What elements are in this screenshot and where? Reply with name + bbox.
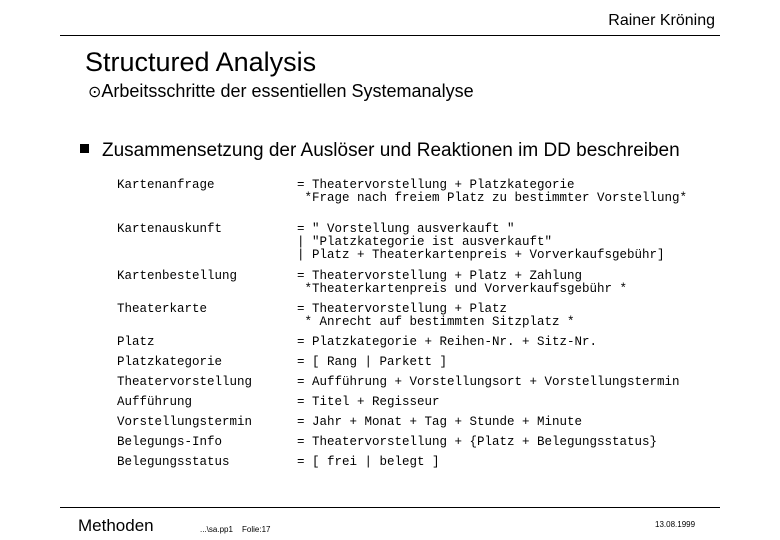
author-name: Rainer Kröning (608, 12, 715, 29)
dd-term: Vorstellungstermin (117, 415, 253, 429)
dd-definition: = Aufführung + Vorstellungsort + Vorstellungstermin (297, 375, 680, 389)
dd-definition: = [ Rang | Parkett ] (297, 355, 448, 369)
slide-title: Structured Analysis (85, 47, 317, 77)
dd-definition: = Theatervorstellung + Platz + Zahlung *Theaterkartenpreis und Vorverkaufsgebühr * (297, 269, 628, 296)
dd-term: Kartenbestellung (117, 269, 238, 283)
heading-text: Zusammensetzung der Auslöser und Reaktionen im DD beschreiben (102, 140, 680, 161)
footer-rule (60, 507, 720, 508)
footer-course: Methoden (78, 516, 154, 535)
dd-term: Aufführung (117, 395, 193, 409)
dd-definition: = Theatervorstellung + {Platz + Belegungsstatus} (297, 435, 658, 449)
dd-definition: = Jahr + Monat + Tag + Stunde + Minute (297, 415, 583, 429)
dd-term: Platz (117, 335, 155, 349)
dd-term: Theaterkarte (117, 302, 208, 316)
dd-definition: = " Vorstellung ausverkauft " | "Platzkategorie ist ausverkauft" | Platz + Theaterkartenpreis + Vorverkaufsgebühr] (297, 222, 665, 262)
dd-term: Kartenauskunft (117, 222, 223, 236)
dd-definition: = Titel + Regisseur (297, 395, 440, 409)
footer-page-number: Folie:17 (242, 525, 271, 534)
dd-term: Kartenanfrage (117, 178, 215, 192)
footer-date: 13.08.1999 (655, 520, 696, 529)
dd-term: Belegungsstatus (117, 455, 230, 469)
dd-term: Belegungs-Info (117, 435, 223, 449)
dd-definition: = Theatervorstellung + Platzkategorie *Frage nach freiem Platz zu bestimmter Vorstellung* (297, 178, 688, 205)
footer-file: ...\sa.pp1 (200, 525, 233, 534)
subtitle-text: Arbeitsschritte der essentiellen Systemanalyse (101, 81, 474, 101)
circle-bullet-icon: ⊙ (88, 84, 102, 101)
dd-definition: = Platzkategorie + Reihen-Nr. + Sitz-Nr. (297, 335, 598, 349)
dd-term: Platzkategorie (117, 355, 223, 369)
dd-definition: = [ frei | belegt ] (297, 455, 440, 469)
dd-definition: = Theatervorstellung + Platz * Anrecht auf bestimmten Sitzplatz * (297, 302, 575, 329)
dd-term: Theatervorstellung (117, 375, 253, 389)
